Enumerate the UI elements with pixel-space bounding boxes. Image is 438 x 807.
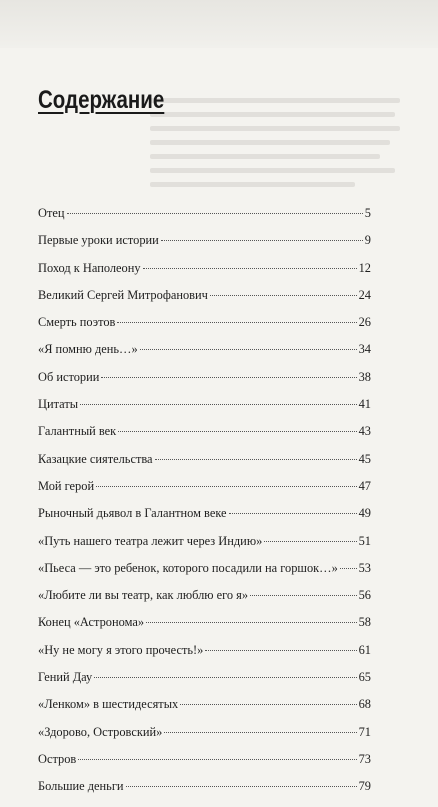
toc-entry-title: «Любите ли вы театр, как люблю его я»	[38, 588, 249, 603]
bleed-through-line	[150, 112, 395, 117]
toc-leader-dots	[118, 431, 356, 432]
toc-entry-title: Первые уроки истории	[38, 233, 159, 248]
toc-entry	[38, 342, 371, 369]
toc-entry-title: Поход к Наполеону	[38, 260, 141, 275]
toc-entry	[38, 424, 371, 451]
toc-entry-title: «Ну не могу я этого прочесть!»	[38, 642, 204, 657]
toc-entry	[38, 725, 371, 752]
toc-entry	[38, 397, 371, 424]
toc-entry	[38, 588, 371, 615]
toc-entry-page-number: 43	[358, 424, 371, 439]
toc-leader-dots	[250, 595, 357, 596]
toc-entry-page-number: 41	[358, 397, 371, 412]
toc-entry-page-number: 65	[358, 670, 371, 685]
toc-entry	[38, 370, 371, 397]
toc-entry-page-number: 51	[358, 533, 371, 548]
toc-entry-title: «Здорово, Островский»	[38, 724, 163, 739]
toc-entry-page-number: 24	[358, 287, 371, 302]
toc-entry-page-number: 47	[358, 478, 371, 493]
toc-entry-title: Галантный век	[38, 424, 117, 439]
toc-leader-dots	[164, 732, 356, 733]
toc-entry-page-number: 71	[358, 724, 371, 739]
bleed-through-line	[150, 182, 355, 187]
toc-entry-title: «Ленком» в шестидесятых	[38, 697, 179, 712]
toc-leader-dots	[146, 622, 357, 623]
toc-leader-dots	[80, 404, 357, 405]
toc-leader-dots	[78, 759, 356, 760]
toc-entry-title: Великий Сергей Митрофанович	[38, 287, 208, 302]
toc-leader-dots	[143, 268, 357, 269]
toc-entry-page-number: 49	[358, 506, 371, 521]
toc-entry-title: Рыночный дьявол в Галантном веке	[38, 506, 227, 521]
toc-entry	[38, 288, 371, 315]
toc-entry	[38, 615, 371, 642]
toc-entry-page-number: 45	[358, 451, 371, 466]
bleed-through-line	[150, 126, 400, 131]
toc-entry	[38, 479, 371, 506]
toc-entry-title: «Я помню день…»	[38, 342, 138, 357]
page-title: Содержание	[38, 86, 165, 114]
page-top-shadow	[0, 0, 438, 48]
toc-entry-page-number: 26	[358, 315, 371, 330]
toc-leader-dots	[180, 704, 356, 705]
toc-entry	[38, 752, 371, 779]
toc-entry	[38, 206, 371, 233]
toc-entry	[38, 534, 371, 561]
toc-entry	[38, 697, 371, 724]
toc-entry	[38, 506, 371, 533]
toc-entry-page-number: 56	[358, 588, 371, 603]
toc-entry-page-number: 34	[358, 342, 371, 357]
toc-entry	[38, 233, 371, 260]
toc-leader-dots	[264, 541, 356, 542]
toc-leader-dots	[205, 650, 356, 651]
toc-entry-page-number: 79	[358, 779, 371, 794]
toc-entry-title: Цитаты	[38, 397, 79, 412]
toc-entry-title: Смерть поэтов	[38, 315, 116, 330]
toc-entry	[38, 315, 371, 342]
toc-leader-dots	[126, 786, 357, 787]
toc-entry	[38, 643, 371, 670]
toc-entry-page-number: 73	[358, 751, 371, 766]
toc-entry-title: Большие деньги	[38, 779, 124, 794]
toc-entry-title: Конец «Астронома»	[38, 615, 145, 630]
table-of-contents	[38, 206, 371, 807]
toc-entry-title: Гений Дау	[38, 670, 93, 685]
toc-leader-dots	[229, 513, 357, 514]
toc-leader-dots	[161, 240, 363, 241]
toc-entry	[38, 561, 371, 588]
toc-entry-page-number: 5	[364, 206, 371, 220]
toc-entry-page-number: 38	[358, 369, 371, 384]
toc-leader-dots	[340, 568, 357, 569]
toc-leader-dots	[140, 349, 357, 350]
toc-entry	[38, 452, 371, 479]
toc-leader-dots	[155, 459, 357, 460]
toc-entry-page-number: 68	[358, 697, 371, 712]
bleed-through-line	[150, 168, 395, 173]
toc-entry	[38, 670, 371, 697]
toc-entry-title: Казацкие сиятельства	[38, 451, 153, 466]
toc-entry	[38, 779, 371, 806]
toc-entry-title: Об истории	[38, 369, 100, 384]
toc-leader-dots	[210, 295, 357, 296]
toc-entry-page-number: 53	[358, 560, 371, 575]
toc-entry-title: «Пьеса — это ребенок, которого посадили на горшок…»	[38, 560, 338, 575]
toc-entry-page-number: 58	[358, 615, 371, 630]
toc-leader-dots	[94, 677, 356, 678]
toc-entry-title: Мой герой	[38, 478, 95, 493]
bleed-through-line	[150, 140, 390, 145]
toc-leader-dots	[101, 377, 356, 378]
toc-entry-title: Остров	[38, 751, 77, 766]
toc-leader-dots	[117, 322, 356, 323]
toc-entry-page-number: 12	[358, 260, 371, 275]
toc-entry-title: «Путь нашего театра лежит через Индию»	[38, 533, 263, 548]
toc-entry-page-number: 9	[364, 233, 371, 248]
toc-entry	[38, 261, 371, 288]
toc-entry-title: Отец	[38, 206, 65, 220]
bleed-through-line	[150, 98, 400, 103]
bleed-through-line	[150, 154, 380, 159]
toc-leader-dots	[67, 213, 363, 214]
toc-leader-dots	[96, 486, 357, 487]
toc-entry-page-number: 61	[358, 642, 371, 657]
